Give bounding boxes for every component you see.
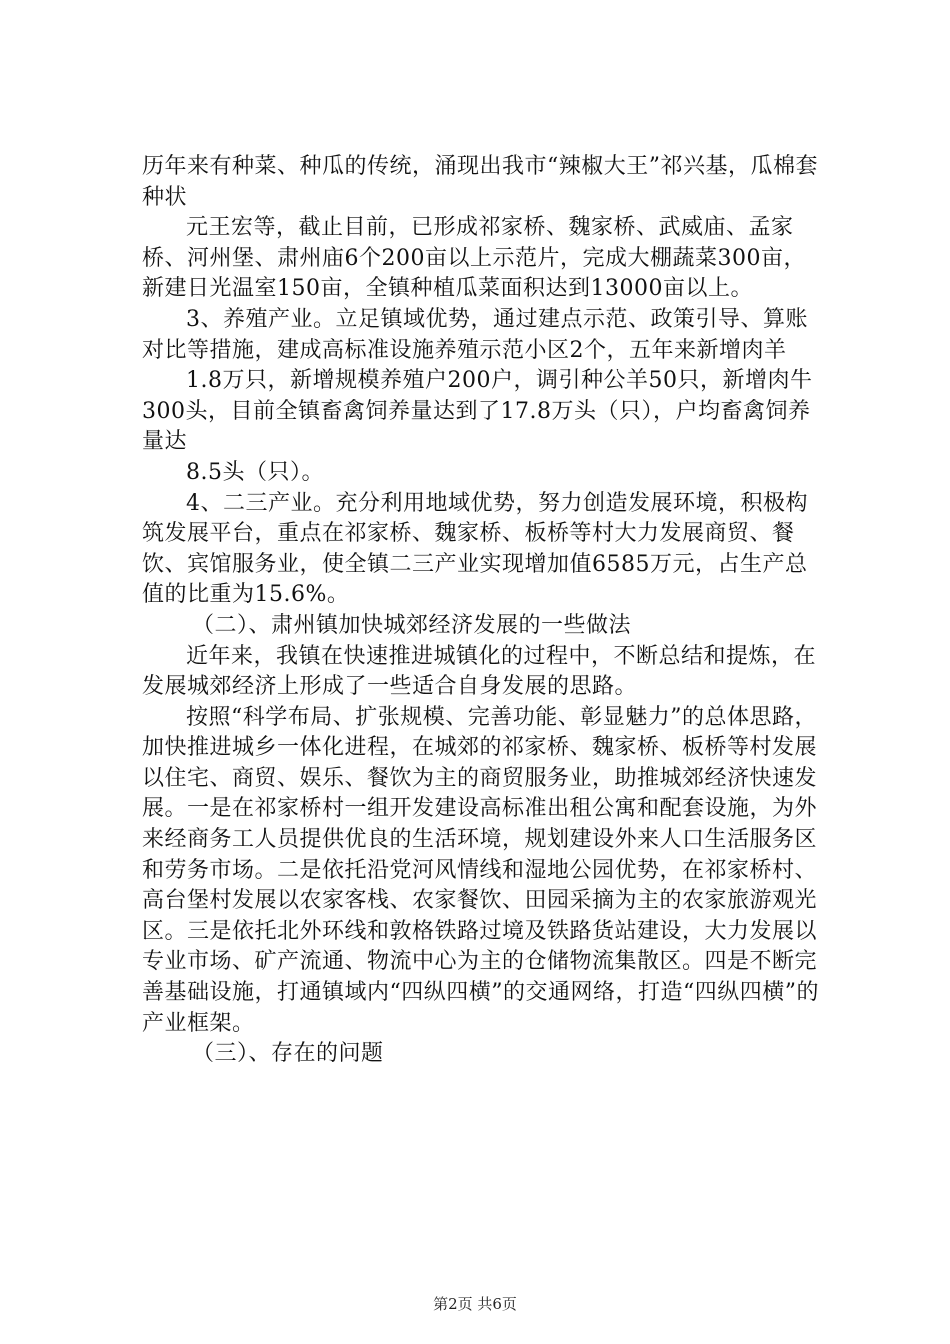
paragraph-demonstration-areas: 元王宏等，截止目前，已形成祁家桥、魏家桥、武威庙、孟家桥、河州堡、肃州庙6个200亩以上示范片，完成大棚蔬菜300亩，新建日光温室150亩，全镇种植瓜菜面积达到13000亩以上。 (142, 215, 806, 302)
section-heading-practices: （二）、肃州镇加快城郊经济发展的一些做法 (192, 612, 632, 638)
paragraph-vegetable-tradition: 历年来有种菜、种瓜的传统，涌现出我市“辣椒大王”祁兴基，瓜棉套种状 (142, 154, 818, 210)
paragraph-livestock-figures: 1.8万只，新增规模养殖户200户，调引种公羊50只，新增肉牛300头，目前全镇畜禽饲养量达到了17.8万头（只），户均畜禽饲养量达 (142, 368, 813, 455)
paragraph-overall-approach: 按照“科学布局、扩张规模、完善功能、彰显魅力”的总体思路，加快推进城乡一体化进程，在城郊的祁家桥、魏家桥、板桥等村发展以住宅、商贸、娱乐、餐饮为主的商贸服务业，助推城郊经济快速发展。一是在祁家桥村一组开发建设高标准出租公寓和配套设施，为外来经商务工人员提供优良的生活环境，规划建设外来人口生活服务区和劳务市场。二是依托沿党河风情线和湿地公园优势，在祁家桥村、高台堡村发展以农家客栈、农家餐饮、田园采摘为主的农家旅游观光区。三是依托北外环线和敦格铁路过境及铁路货站建设，大力发展以专业市场、矿产流通、物流中心为主的仓储物流集散区。四是不断完善基础设施，打通镇域内“四纵四横”的交通网络，打造“四纵四横”的产业框架。 (142, 704, 819, 1036)
paragraph-livestock-average: 8.5头（只）。 (186, 459, 324, 485)
document-body (142, 152, 822, 1070)
section-heading-problems: （三）、存在的问题 (192, 1041, 384, 1067)
page-footer: 第2页 共6页 (433, 1295, 517, 1313)
paragraph-recent-years: 近年来，我镇在快速推进城镇化的过程中，不断总结和提炼，在发展城郊经济上形成了一些适合自身发展的思路。 (142, 643, 817, 700)
paragraph-secondary-tertiary-industry: 4、二三产业。充分利用地域优势，努力创造发展环境，积极构筑发展平台，重点在祁家桥、魏家桥、板桥等村大力发展商贸、餐饮、宾馆服务业，使全镇二三产业实现增加值6585万元，占生产总值的比重为15.6%。 (142, 490, 808, 608)
paragraph-breeding-industry: 3、养殖产业。立足镇域优势，通过建点示范、政策引导、算账对比等措施，建成高标准设施养殖示范小区2个，五年来新增肉羊 (142, 306, 808, 363)
